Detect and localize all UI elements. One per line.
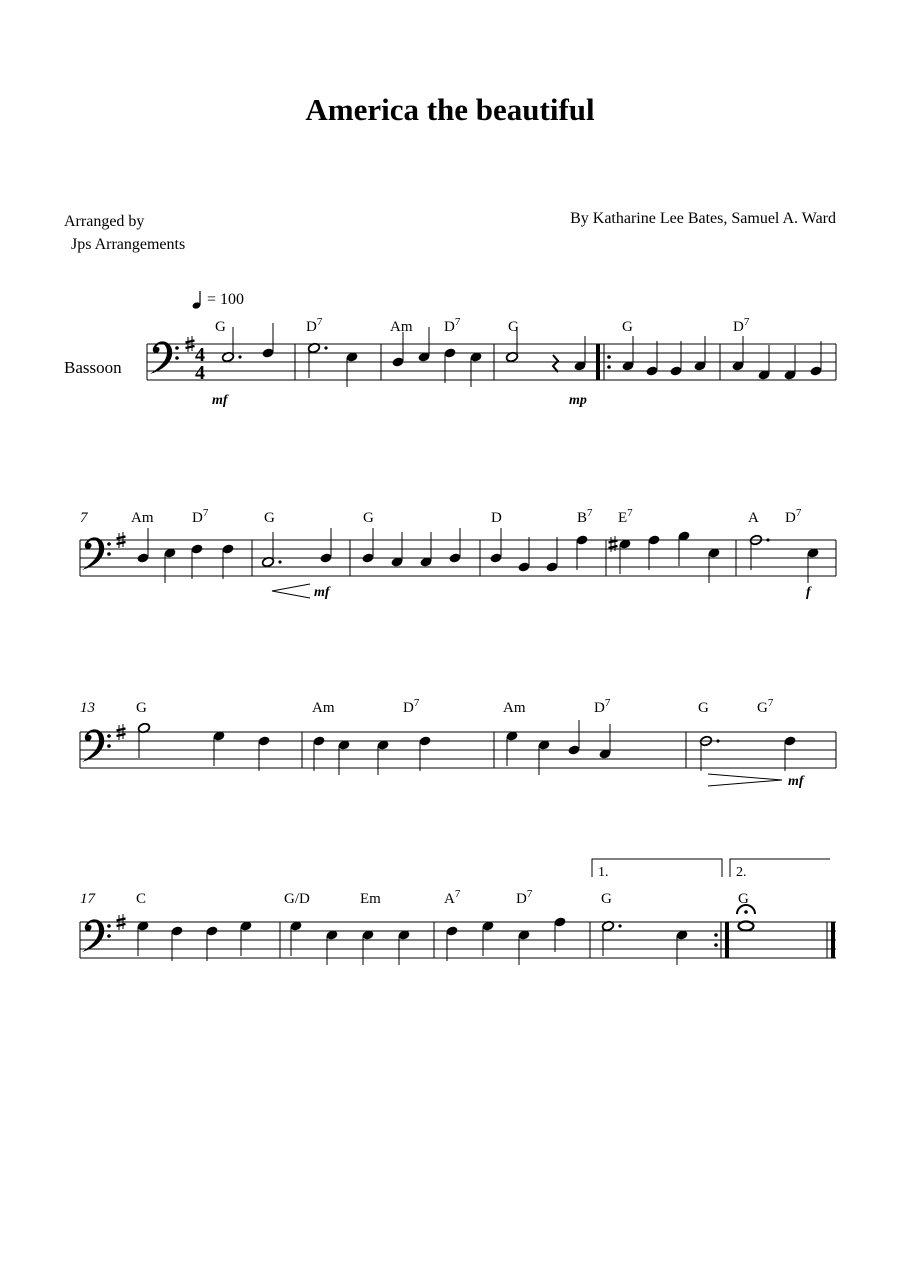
chord-symbol: C (136, 891, 147, 907)
chord-symbol: G/D (284, 891, 310, 907)
chord-symbol: $D^7$ (516, 888, 533, 907)
measure-7 (136, 528, 234, 583)
chord-symbol: G (698, 700, 709, 716)
dynamic-marking: f (806, 585, 811, 600)
staff-lines-1 (147, 344, 836, 380)
bass-clef-icon (150, 341, 179, 374)
system-3 (80, 697, 836, 789)
bass-clef-icon (82, 729, 111, 762)
instrument-name: Bassoon (64, 358, 122, 377)
dynamic-marking: mf (314, 585, 330, 600)
chord-symbol: Am (503, 700, 526, 716)
chord-symbol: A (748, 510, 759, 526)
chord-symbol: Am (131, 510, 154, 526)
bass-clef-icon (82, 537, 111, 570)
measure-8 (261, 528, 332, 568)
measure-9 (361, 528, 461, 568)
measure-10 (489, 528, 588, 573)
chord-symbol: G (363, 510, 374, 526)
staff-lines-3 (80, 732, 836, 768)
decrescendo-hairpin (708, 774, 782, 786)
system-4 (80, 859, 836, 965)
composer-credit: By Katharine Lee Bates, Samuel A. Ward (570, 210, 836, 227)
chord-symbol: Am (390, 319, 413, 335)
arranger-line-1: Arranged by (64, 213, 145, 230)
chord-symbol: $D^7$ (306, 316, 323, 335)
score-title: America the beautiful (305, 92, 595, 127)
chord-symbol: $G^7$ (757, 697, 774, 716)
chord-symbol: G (622, 319, 633, 335)
chord-symbol: $D^7$ (192, 507, 209, 526)
crescendo-hairpin (272, 584, 310, 598)
second-ending-bracket (730, 859, 830, 880)
chord-symbol: $D^7$ (785, 507, 802, 526)
system-1 (147, 316, 836, 408)
first-ending-label: 1. (598, 865, 609, 880)
first-ending-bracket (592, 859, 722, 880)
measure-13 (137, 722, 271, 771)
measure-number: 17 (80, 891, 95, 907)
measure-number: 7 (80, 510, 88, 526)
staff-lines-4 (80, 922, 836, 958)
chord-symbol: $A^7$ (444, 888, 461, 907)
chord-symbol: $D^7$ (733, 316, 750, 335)
measure-11 (609, 530, 721, 583)
chord-symbol: G (264, 510, 275, 526)
chord-symbol: $B^7$ (577, 507, 593, 526)
system-2 (80, 507, 836, 600)
measure-1 (221, 323, 274, 363)
time-sig-top: 4 (195, 344, 205, 366)
tempo-value: = 100 (207, 291, 245, 308)
time-sig-bottom: 4 (195, 362, 205, 384)
chord-symbol: G (508, 319, 519, 335)
arranger-line-2: Jps Arrangements (71, 236, 186, 253)
chord-symbol: G (738, 891, 749, 907)
chord-symbol: $D^7$ (403, 697, 420, 716)
chord-symbol: G (215, 319, 226, 335)
chord-symbol: Em (360, 891, 381, 907)
chord-symbol: G (136, 700, 147, 716)
chord-symbol: $D^7$ (444, 316, 461, 335)
measure-number: 13 (80, 700, 95, 716)
measure-17 (136, 920, 252, 961)
second-ending-label: 2. (736, 865, 747, 880)
measure-3 (391, 327, 482, 387)
measure-6 (731, 336, 822, 381)
sharp-accidental-icon (609, 536, 618, 552)
dynamic-marking: mf (212, 393, 228, 408)
chord-symbol: Am (312, 700, 335, 716)
chord-symbol: $D^7$ (594, 697, 611, 716)
chord-symbol: $E^7$ (618, 507, 633, 526)
measure-21 (737, 905, 755, 931)
chord-symbol: G (601, 891, 612, 907)
quarter-rest-icon (553, 355, 558, 372)
measure-15 (505, 720, 611, 775)
bass-clef-icon (82, 919, 111, 952)
chord-symbol: D (491, 510, 502, 526)
dynamic-marking: mp (569, 393, 587, 408)
dynamic-marking: mf (788, 774, 804, 789)
